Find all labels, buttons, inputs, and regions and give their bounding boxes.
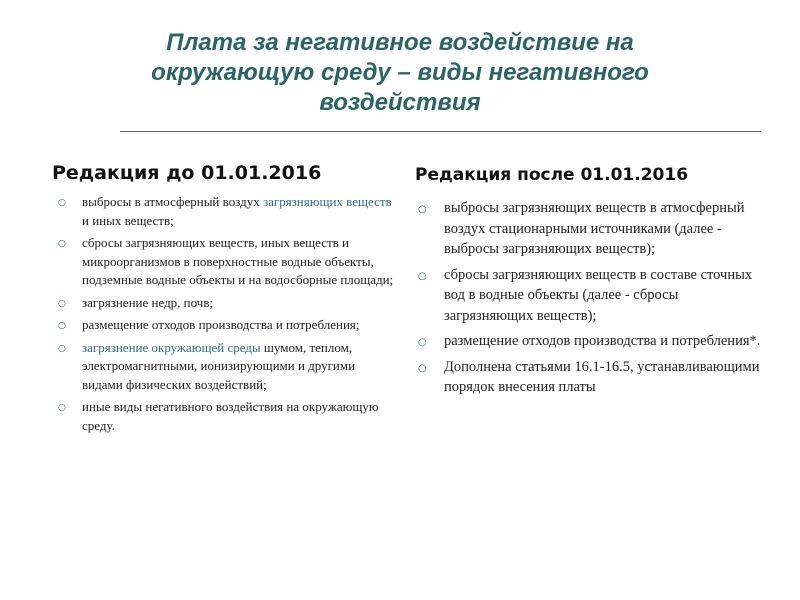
list-item <box>418 331 763 352</box>
list-item <box>58 398 398 435</box>
bullet-circle-icon: ○ <box>418 337 427 348</box>
bullet-circle-icon: ○ <box>58 198 66 208</box>
list-item <box>418 198 763 260</box>
right-bullet-list <box>418 198 763 403</box>
item-text: сбросы загрязняющих веществ в составе сточных вод в водные объекты (далее - сбросы загрязняющих веществ); <box>444 266 753 324</box>
left-bullet-list <box>58 193 398 439</box>
bullet-circle-icon: ○ <box>58 239 66 249</box>
pollutants-link[interactable]: загрязняющих веществ <box>262 194 392 209</box>
title-line-3: воздействия <box>319 89 481 116</box>
bullet-circle-icon: ○ <box>58 343 66 354</box>
item-text: выбросы в атмосферный воздух <box>82 194 263 209</box>
item-text: шумом, теплом, электромагнитными, ионизирующими и другими видами физических воздействий; <box>82 339 356 392</box>
bullet-circle-icon: ○ <box>418 204 427 215</box>
list-item <box>58 234 398 290</box>
title-divider <box>120 131 761 132</box>
list-item <box>418 357 763 398</box>
list-item <box>58 193 398 230</box>
list-item <box>58 294 398 313</box>
right-column-heading: Редакция после 01.01.2016 <box>415 165 689 185</box>
list-item <box>58 339 398 395</box>
bullet-circle-icon: ○ <box>418 270 427 282</box>
environmental-pollution-link[interactable]: загрязнение окружающей среды <box>82 339 261 355</box>
list-item <box>418 265 763 327</box>
item-text: сбросы загрязняющих веществ, иных веществ и микроорганизмов в поверхностные водные объекты, подземные водные объекты и на водосборные площади; <box>82 235 394 287</box>
bullet-circle-icon: ○ <box>418 362 427 374</box>
item-text: Дополнена статьями 16.1-16.5, устанавливающими порядок внесения платы <box>444 358 760 395</box>
item-text: и иных веществ; <box>82 212 174 228</box>
item-text: размещение отходов производства и потребления; <box>82 317 360 332</box>
left-column-heading: Редакция до 01.01.2016 <box>52 162 322 184</box>
bullet-circle-icon: ○ <box>58 298 66 309</box>
title-line-2: окружающую среду – виды негативного <box>151 59 649 86</box>
item-text: иные виды негативного воздействия на окружающую среду. <box>82 399 379 433</box>
title-line-1: Плата за негативное воздействие на <box>166 29 634 56</box>
item-text: загрязнение недр, почв; <box>82 294 214 310</box>
item-text: выбросы загрязняющих веществ в атмосферный воздух стационарными источниками (далее - выбросы загрязняющих веществ); <box>444 200 745 257</box>
slide-title <box>100 28 700 118</box>
list-item <box>58 316 398 335</box>
bullet-circle-icon: ○ <box>58 403 66 413</box>
item-text: размещение отходов производства и потребления*. <box>444 333 761 349</box>
bullet-circle-icon: ○ <box>58 321 66 331</box>
